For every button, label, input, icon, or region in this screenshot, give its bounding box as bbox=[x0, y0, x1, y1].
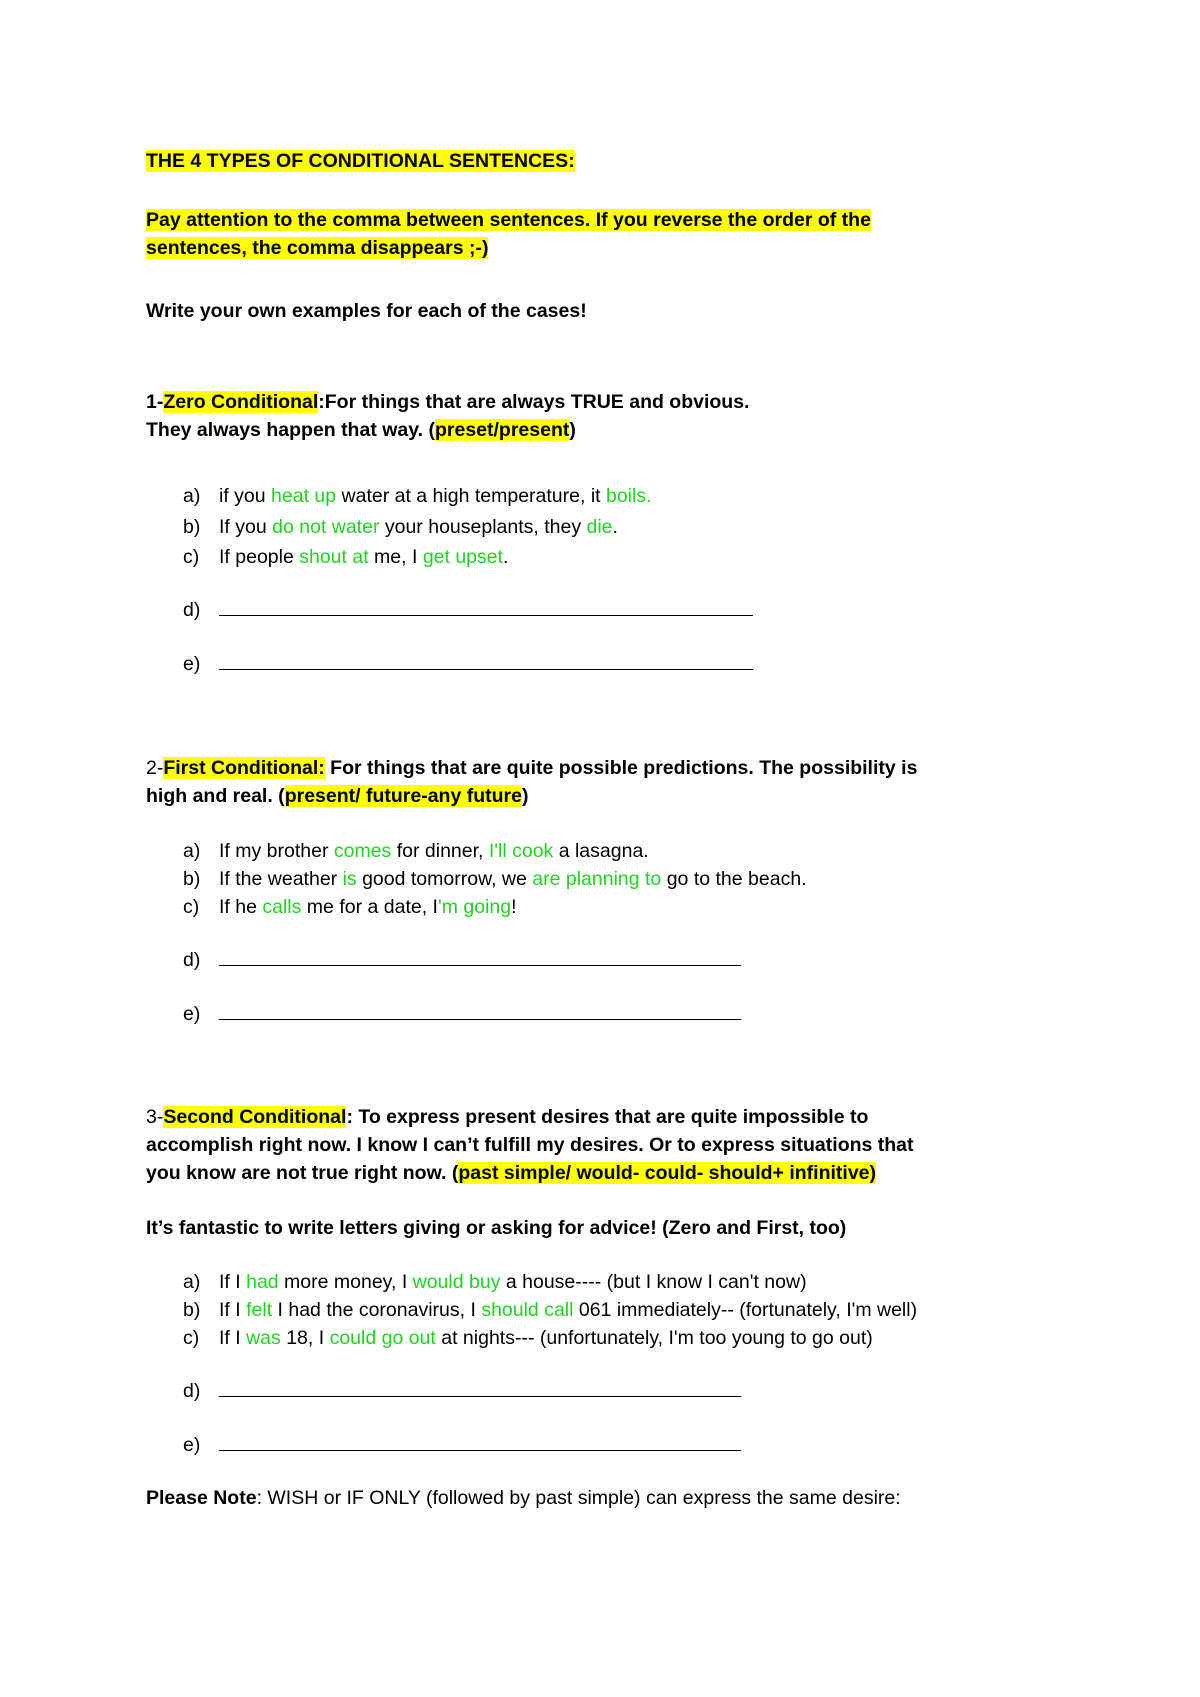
section-2-name: First Conditional: bbox=[163, 757, 325, 779]
blank-answer-line[interactable]: d) bbox=[183, 946, 1083, 974]
list-item: b) If the weather is good tomorrow, we are planning to go to the beach. bbox=[183, 868, 807, 890]
answer-blank[interactable] bbox=[219, 651, 753, 670]
intro-line-2: sentences, the comma disappears ;-) bbox=[146, 237, 489, 259]
section-3-heading: 3-Second Conditional: To express present desires that are quite impossible to accomplish right now. I know I can’t fulfill my desires. Or to express situations that you know are not true right now. (past simple/ would- could- should+ infinitive) bbox=[146, 1106, 914, 1184]
section-1-heading: 1-Zero Conditional:For things that are always TRUE and obvious. They always happen that way. (preset/present) bbox=[146, 391, 750, 441]
list-item: b) If you do not water your houseplants, they die. bbox=[183, 516, 618, 538]
intro-line-1: Pay attention to the comma between sentences. If you reverse the order of the bbox=[146, 209, 871, 231]
section-3-name: Second Conditional bbox=[163, 1106, 347, 1128]
page-title: THE 4 TYPES OF CONDITIONAL SENTENCES: bbox=[146, 150, 575, 172]
section-1-name: Zero Conditional bbox=[163, 391, 319, 413]
answer-blank[interactable] bbox=[219, 947, 741, 966]
list-item: a) if you heat up water at a high temperature, it boils. bbox=[183, 485, 652, 507]
intro-note bbox=[146, 206, 1046, 262]
list-item: c) If people shout at me, I get upset. bbox=[183, 546, 509, 568]
instruction: Write your own examples for each of the cases! bbox=[146, 300, 587, 322]
blank-answer-line[interactable]: d) bbox=[183, 1377, 1083, 1405]
blank-answer-line[interactable]: d) bbox=[183, 596, 1083, 624]
answer-blank[interactable] bbox=[219, 1001, 741, 1020]
list-item: a) If I had more money, I would buy a house---- (but I know I can't now) bbox=[183, 1271, 807, 1293]
answer-blank[interactable] bbox=[219, 1378, 741, 1397]
section-2-tense: present/ future-any future bbox=[284, 785, 522, 807]
list-item: c) If I was 18, I could go out at nights--- (unfortunately, I'm too young to go out) bbox=[183, 1327, 873, 1349]
section-2-heading: 2-First Conditional: For things that are quite possible predictions. The possibility is high and real. (present/ future-any future) bbox=[146, 757, 918, 807]
blank-answer-line[interactable]: e) bbox=[183, 650, 1083, 678]
list-item: a) If my brother comes for dinner, I'll cook a lasagna. bbox=[183, 840, 649, 862]
please-note: Please Note: WISH or IF ONLY (followed by past simple) can express the same desire: bbox=[146, 1487, 901, 1509]
answer-blank[interactable] bbox=[219, 597, 753, 616]
blank-answer-line[interactable]: e) bbox=[183, 1431, 1083, 1459]
section-3-tense: past simple/ would- could- should+ infinitive) bbox=[458, 1162, 877, 1184]
list-item: c) If he calls me for a date, I'm going! bbox=[183, 896, 517, 918]
answer-blank[interactable] bbox=[219, 1432, 741, 1451]
list-item: b) If I felt I had the coronavirus, I should call 061 immediately-- (fortunately, I'm well) bbox=[183, 1299, 918, 1321]
section-1-tense: preset/present bbox=[434, 419, 570, 441]
blank-answer-line[interactable]: e) bbox=[183, 1000, 1083, 1028]
advice-note: It’s fantastic to write letters giving or asking for advice! (Zero and First, too) bbox=[146, 1217, 847, 1239]
